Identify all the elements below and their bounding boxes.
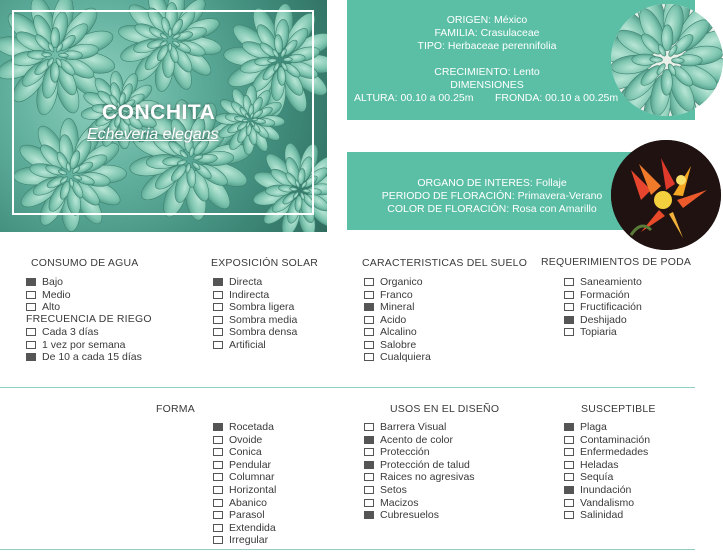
unchecked-box-icon[interactable] [364, 486, 374, 494]
checkbox-item[interactable] [364, 446, 430, 459]
checked-box-icon[interactable] [26, 278, 36, 286]
unchecked-box-icon[interactable] [26, 291, 36, 299]
checkbox-item[interactable] [213, 522, 276, 535]
unchecked-box-icon[interactable] [213, 341, 223, 349]
height-text: ALTURA: 00.10 a 00.25m [354, 92, 474, 104]
checkbox-label: Salobre [380, 338, 417, 351]
unchecked-box-icon[interactable] [213, 486, 223, 494]
unchecked-box-icon[interactable] [213, 316, 223, 324]
checkbox-item[interactable] [213, 326, 297, 339]
unchecked-box-icon[interactable] [364, 353, 374, 361]
unchecked-box-icon[interactable] [564, 303, 574, 311]
checkbox-item[interactable] [564, 471, 613, 484]
checkbox-label: Pendular [229, 458, 272, 471]
checkbox-label: Protección [380, 446, 430, 459]
family-text: FAMILIA: Crasulaceae [434, 27, 540, 39]
unchecked-box-icon[interactable] [364, 291, 374, 299]
checkbox-label: Acento de color [380, 433, 453, 446]
checkbox-label: Contaminación [580, 433, 651, 446]
checked-box-icon[interactable] [26, 353, 36, 361]
flowering-period-text: PERIODO DE FLORACIÓN: Primavera-Verano [381, 190, 603, 202]
checkbox-item[interactable] [213, 484, 276, 497]
flower-color-text: COLOR DE FLORACIÓN: Rosa con Amarillo [387, 203, 597, 215]
checkbox-label: De 10 a cada 15 días [42, 351, 142, 363]
checkbox-label: Sombra ligera [229, 301, 295, 313]
irrigation-frequency-heading: FRECUENCIA DE RIEGO [26, 313, 152, 325]
checkbox-label: Directa [229, 276, 263, 288]
checkbox-item[interactable] [213, 314, 297, 327]
checkbox-label: Saneamiento [580, 276, 642, 288]
unchecked-box-icon[interactable] [564, 436, 574, 444]
checkbox-item[interactable] [364, 434, 453, 447]
checkbox-item[interactable] [26, 289, 71, 302]
unchecked-box-icon[interactable] [564, 499, 574, 507]
unchecked-box-icon[interactable] [364, 423, 374, 431]
unchecked-box-icon[interactable] [213, 511, 223, 519]
checkbox-item[interactable] [213, 434, 262, 447]
checkbox-label: Alto [42, 301, 61, 313]
checkbox-item[interactable] [364, 509, 439, 522]
checkbox-item[interactable] [213, 276, 262, 289]
checkbox-item[interactable] [564, 484, 631, 497]
checkbox-label: Macizos [380, 496, 419, 509]
checked-box-icon[interactable] [564, 316, 574, 324]
checkbox-label: Abanico [229, 496, 267, 509]
checkbox-label: 1 vez por semana [42, 338, 126, 351]
checked-box-icon[interactable] [364, 436, 374, 444]
type-text: TIPO: Herbaceae perennifolia [417, 40, 557, 52]
checkbox-label: Columnar [229, 471, 275, 484]
unchecked-box-icon[interactable] [364, 499, 374, 507]
checkbox-item[interactable] [213, 339, 266, 352]
unchecked-box-icon[interactable] [26, 341, 36, 349]
checkbox-item[interactable] [564, 314, 627, 327]
checkbox-item[interactable] [364, 421, 446, 434]
dimensions-heading: DIMENSIONES [450, 79, 524, 91]
checkbox-item[interactable] [564, 289, 630, 302]
unchecked-box-icon[interactable] [364, 473, 374, 481]
checkbox-label: Rocetada [229, 421, 274, 433]
sun-exposure-heading: EXPOSICIÓN SOLAR [211, 257, 319, 269]
unchecked-box-icon[interactable] [213, 524, 223, 532]
bottom-divider [0, 549, 695, 550]
unchecked-box-icon[interactable] [364, 278, 374, 286]
unchecked-box-icon[interactable] [213, 461, 223, 469]
flower-photo-circle [611, 140, 721, 250]
form-heading: FORMA [156, 403, 195, 415]
checkbox-label: Alcalino [380, 326, 417, 338]
rosette-photo-circle [611, 4, 723, 116]
checkbox-item[interactable] [564, 276, 642, 289]
checkbox-label: Fructificación [580, 301, 642, 313]
checked-box-icon[interactable] [364, 303, 374, 311]
unchecked-box-icon[interactable] [213, 473, 223, 481]
unchecked-box-icon[interactable] [213, 303, 223, 311]
checkbox-label: Extendida [229, 521, 276, 534]
frond-text: FRONDA: 00.10 a 00.25m [495, 92, 619, 104]
checked-box-icon[interactable] [364, 461, 374, 469]
checkbox-label: Enfermedades [580, 446, 649, 459]
pruning-requirements-heading: REQUERIMIENTOS DE PODA [541, 256, 692, 268]
checkbox-label: Formación [580, 288, 630, 301]
checkbox-label: Sequía [580, 471, 614, 484]
unchecked-box-icon[interactable] [564, 278, 574, 286]
unchecked-box-icon[interactable] [364, 448, 374, 456]
checkbox-label: Salinidad [580, 509, 624, 522]
checkbox-item[interactable] [26, 339, 125, 352]
checkbox-label: Acido [380, 313, 407, 326]
checkbox-item[interactable] [564, 446, 648, 459]
checkbox-item[interactable] [213, 459, 271, 472]
checkbox-item[interactable] [564, 326, 617, 339]
checkbox-label: Parasol [229, 509, 265, 522]
checkbox-label: Organico [380, 276, 423, 288]
organ-text: ORGANO DE INTERES: Follaje [417, 177, 567, 189]
plant-scientific-name: Echeveria elegans [87, 126, 219, 143]
checkbox-label: Mineral [380, 301, 415, 313]
checkbox-item[interactable] [564, 509, 623, 522]
design-uses-heading: USOS EN EL DISEÑO [390, 403, 500, 415]
unchecked-box-icon[interactable] [364, 341, 374, 349]
checkbox-label: Sombra media [229, 313, 298, 326]
checkbox-label: Vandalismo [580, 496, 635, 509]
checkbox-label: Sombra densa [229, 326, 298, 338]
checkbox-item[interactable] [213, 497, 267, 510]
section-divider [0, 387, 695, 388]
checkbox-label: Cubresuelos [380, 509, 439, 522]
flower-icon [611, 140, 721, 250]
checkbox-item[interactable] [213, 446, 262, 459]
checkbox-item[interactable] [213, 534, 268, 547]
unchecked-box-icon[interactable] [213, 328, 223, 336]
checkbox-item[interactable] [213, 471, 275, 484]
water-consumption-heading: CONSUMO DE AGUA [31, 257, 139, 269]
checkbox-item[interactable] [564, 497, 634, 510]
checkbox-label: Conica [229, 446, 262, 459]
checkbox-label: Heladas [580, 458, 619, 471]
growth-text: CRECIMIENTO: Lento [434, 66, 540, 78]
checkbox-item[interactable] [364, 326, 417, 339]
checkbox-item[interactable] [213, 421, 274, 434]
checkbox-label: Topiaria [580, 326, 617, 338]
unchecked-box-icon[interactable] [364, 328, 374, 336]
checkbox-item[interactable] [26, 351, 142, 364]
checkbox-label: Inundación [580, 484, 632, 496]
checked-box-icon[interactable] [213, 278, 223, 286]
checkbox-label: Cualquiera [380, 351, 431, 363]
checkbox-item[interactable] [364, 471, 475, 484]
checkbox-item[interactable] [564, 434, 650, 447]
unchecked-box-icon[interactable] [564, 473, 574, 481]
checkbox-label: Barrera Visual [380, 421, 447, 433]
unchecked-box-icon[interactable] [364, 316, 374, 324]
checkbox-label: Bajo [42, 276, 64, 288]
checkbox-label: Ovoide [229, 433, 263, 446]
unchecked-box-icon[interactable] [213, 448, 223, 456]
checkbox-item[interactable] [364, 339, 416, 352]
unchecked-box-icon[interactable] [564, 291, 574, 299]
checkbox-item[interactable] [364, 459, 470, 472]
unchecked-box-icon[interactable] [564, 461, 574, 469]
soil-characteristics-heading: CARACTERISTICAS DEL SUELO [362, 257, 528, 269]
checkbox-label: Franco [380, 288, 413, 301]
unchecked-box-icon[interactable] [564, 511, 574, 519]
checkbox-item[interactable] [364, 484, 407, 497]
unchecked-box-icon[interactable] [213, 291, 223, 299]
checkbox-label: Setos [380, 484, 407, 496]
checkbox-label: Deshijado [580, 313, 627, 326]
checkbox-label: Horizontal [229, 484, 277, 496]
checked-box-icon[interactable] [564, 486, 574, 494]
unchecked-box-icon[interactable] [213, 436, 223, 444]
checkbox-label: Plaga [580, 421, 607, 433]
checked-box-icon[interactable] [364, 511, 374, 519]
checkbox-item[interactable] [564, 459, 619, 472]
checkbox-label: Raices no agresivas [380, 471, 475, 484]
unchecked-box-icon[interactable] [26, 328, 36, 336]
checkbox-item[interactable] [213, 301, 294, 314]
unchecked-box-icon[interactable] [213, 536, 223, 544]
checkbox-item[interactable] [364, 301, 414, 314]
checkbox-label: Irregular [229, 534, 269, 547]
checkbox-item[interactable] [364, 289, 413, 302]
checkbox-item[interactable] [364, 351, 431, 364]
unchecked-box-icon[interactable] [213, 499, 223, 507]
checkbox-item[interactable] [364, 497, 419, 510]
unchecked-box-icon[interactable] [564, 328, 574, 336]
origin-text: ORIGEN: México [446, 14, 528, 26]
checkbox-item[interactable] [26, 276, 63, 289]
susceptible-heading: SUSCEPTIBLE [581, 403, 656, 415]
checkbox-item[interactable] [26, 326, 99, 339]
checkbox-item[interactable] [213, 509, 265, 522]
checkbox-item[interactable] [213, 289, 269, 302]
checked-box-icon[interactable] [564, 423, 574, 431]
checkbox-label: Cada 3 días [42, 326, 99, 338]
checkbox-item[interactable] [564, 421, 607, 434]
rosette-icon [611, 4, 723, 116]
checkbox-label: Medio [42, 288, 71, 301]
checkbox-label: Protección de talud [380, 458, 470, 471]
unchecked-box-icon[interactable] [26, 303, 36, 311]
checkbox-label: Artificial [229, 338, 266, 351]
checkbox-label: Indirecta [229, 288, 270, 301]
checkbox-item[interactable] [364, 314, 406, 327]
checkbox-item[interactable] [364, 276, 423, 289]
plant-common-name: CONCHITA [102, 101, 216, 124]
checkbox-item[interactable] [564, 301, 642, 314]
checked-box-icon[interactable] [213, 423, 223, 431]
unchecked-box-icon[interactable] [564, 448, 574, 456]
